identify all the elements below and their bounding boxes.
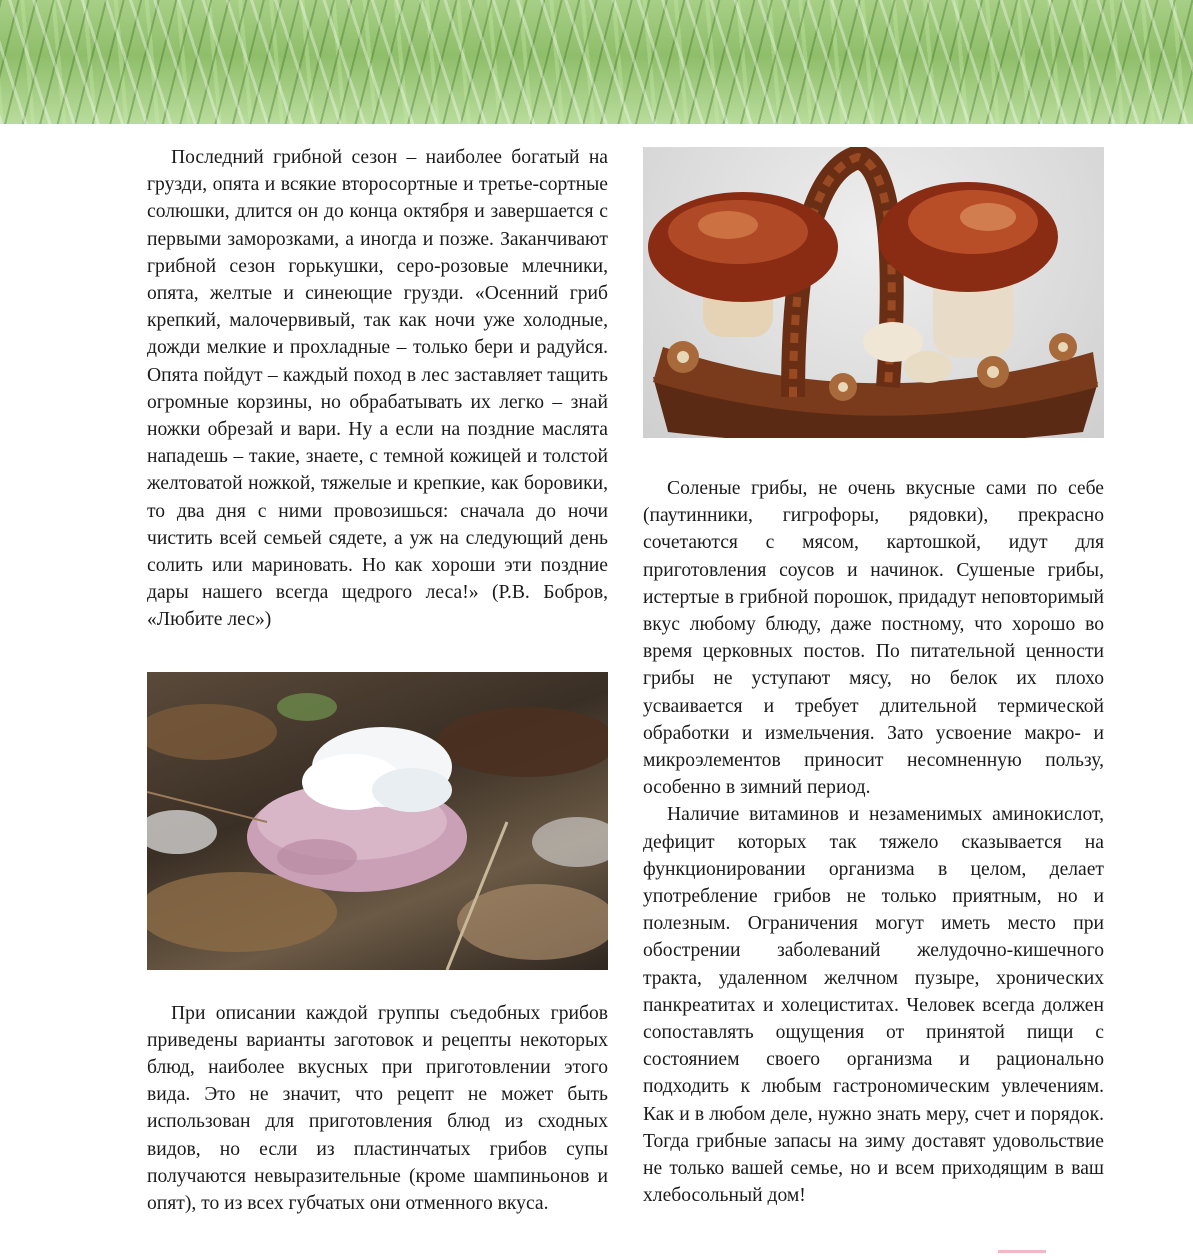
mushroom-in-snow-photo (147, 672, 608, 970)
right-paragraph-2: Наличие витаминов и незаменимых аминокислот, дефицит которых так тяжело сказывается на функционировании организма в целом, делает употребление грибов не только приятным, но и полезным. Ограничения могут иметь место при обострении заболеваний желудочно-кишечного тракта, удаленном желчном пузыре, хронических панкреатитах и холециститах. Человек всегда должен сопоставлять ощущения от принятой пищи с состоянием своего организма и рационально подходить к любым гастрономическим увлечениям. Как и в любом деле, нужно знать меру, счет и порядок. Тогда грибные запасы на зиму доставят удовольствие не только вашей семье, но и всем приходящим в ваш хлебосольный дом! (643, 804, 1104, 1207)
accent-mark (998, 1250, 1046, 1253)
left-column (147, 144, 608, 1217)
right-column (643, 147, 1104, 1209)
ceramic-mushroom-basket-photo (643, 147, 1104, 438)
right-paragraph-1: Соленые грибы, не очень вкусные сами по себе (паутинники, гигрофоры, рядовки), прекрасно сочетаются с мясом, картошкой, идут для приготовления соусов и начинок. Сушеные грибы, истертые в грибной порошок, придадут неповторимый вкус любому блюду, даже постному, что хорошо во время церковных постов. По питательной ценности грибы не уступают мясу, но белок их плохо усваивается и требует длительной термической обработки и измельчения. Зато усвоение макро- и микроэлементов приносит несомненную пользу, особенно в зимний период. (643, 478, 1104, 799)
left-paragraph-2: При описании каждой группы съедобных грибов приведены варианты заготовок и рецепты некоторых блюд, наиболее вкусных при приготовлении этого вида. Это не значит, что рецепт не может быть использован для приготовления блюд из сходных видов, но если из пластинчатых грибов супы получаются невыразительные (кроме шампиньонов и опят), то из всех губчатых они отменного вкуса. (147, 1002, 608, 1215)
left-paragraph-1: Последний грибной сезон – наиболее богатый на грузди, опята и всякие второсортные и третье-сортные солюшки, длится он до конца октября и завершается с первыми заморозками, а иногда и позже. Заканчивают грибной сезон горькушки, серо-розовые млечники, опята, желтые и синеющие грузди. «Осенний гриб крепкий, малочервивый, так как ночи уже холодные, дожди мелкие и прохладные – только бери и радуйся. Опята пойдут – каждый поход в лес заставляет тащить огромные корзины, но обрабатывать их легко – знай ножки обрезай и вари. Ну а если на поздние маслята нападешь – такие, знаете, с темной кожицей и толстой желтоватой ножкой, тяжелые и крепкие, как боровики, то два дня с ними провозишься: сначала до ночи чистить всей семьей сядете, а уж на следующий день солить или мариновать. Но как хороши эти поздние дары нашего всегда щедрого леса!» (Р.В. Бобров, «Любите лес») (147, 147, 608, 631)
grass-banner-image (0, 0, 1193, 124)
